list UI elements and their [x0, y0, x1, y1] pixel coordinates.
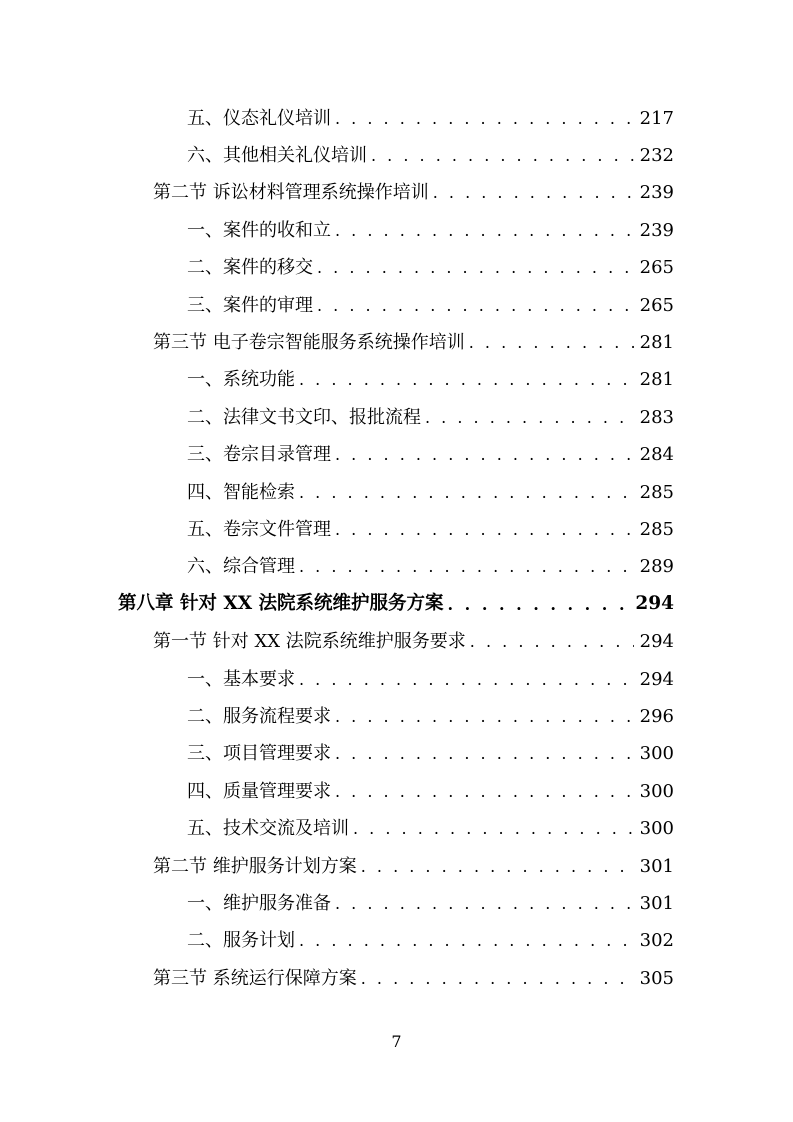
toc-entry-title: 五、仪态礼仪培训 [187, 107, 331, 129]
dot-leader [335, 709, 634, 725]
dot-leader [448, 597, 630, 613]
toc-entry[interactable] [187, 511, 674, 548]
dot-leader [335, 896, 634, 912]
page-number: 7 [391, 1032, 402, 1051]
dot-leader [299, 559, 634, 575]
dot-leader [469, 335, 634, 351]
dot-leader [335, 784, 634, 800]
dot-leader [317, 298, 634, 314]
toc-entry-title: 第三节 系统运行保障方案 [153, 967, 357, 989]
toc-entry-title: 五、卷宗文件管理 [187, 518, 331, 540]
dot-leader [425, 410, 634, 426]
toc-entry-page-number: 302 [639, 930, 674, 952]
dot-leader [317, 260, 634, 276]
toc-entry[interactable] [118, 586, 674, 623]
toc-entry-title: 一、基本要求 [187, 668, 295, 690]
toc-entry-page-number: 294 [635, 593, 674, 615]
toc-entry-title: 一、系统功能 [187, 369, 295, 391]
toc-entry[interactable] [187, 698, 674, 735]
toc-entry-title: 第三节 电子卷宗智能服务系统操作培训 [153, 331, 465, 353]
toc-entry-title: 一、维护服务准备 [187, 892, 331, 914]
dot-leader [335, 447, 634, 463]
toc-entry[interactable] [187, 212, 674, 249]
toc-entry-title: 六、综合管理 [187, 556, 295, 578]
dot-leader [361, 859, 634, 875]
toc-entry-page-number: 285 [639, 481, 674, 503]
dot-leader [361, 971, 634, 987]
toc-entry-page-number: 296 [639, 705, 674, 727]
dot-leader [335, 522, 634, 538]
toc-entry[interactable] [187, 923, 674, 960]
toc-entry-page-number: 265 [639, 257, 674, 279]
toc-entry[interactable] [187, 100, 674, 137]
toc-entry[interactable] [187, 773, 674, 810]
toc-entry-title: 四、智能检索 [187, 481, 295, 503]
toc-entry[interactable] [187, 661, 674, 698]
toc-entry-title: 第八章 针对 XX 法院系统维护服务方案 [118, 593, 444, 615]
toc-entry-title: 二、案件的移交 [187, 257, 313, 279]
toc-entry[interactable] [153, 848, 674, 885]
toc-entry-title: 三、卷宗目录管理 [187, 444, 331, 466]
toc-entry[interactable] [153, 175, 674, 212]
toc-entry-title: 第二节 诉讼材料管理系统操作培训 [153, 182, 429, 204]
dot-leader [433, 185, 634, 201]
toc-entry-title: 三、案件的审理 [187, 294, 313, 316]
toc-entry-title: 三、项目管理要求 [187, 743, 331, 765]
toc-entry[interactable] [153, 624, 674, 661]
toc-entry-page-number: 281 [639, 331, 674, 353]
toc-entry-page-number: 300 [639, 818, 674, 840]
toc-entry[interactable] [187, 885, 674, 922]
toc-entry[interactable] [187, 137, 674, 174]
toc-entry-title: 五、技术交流及培训 [187, 818, 349, 840]
toc-entry-page-number: 232 [639, 144, 674, 166]
dot-leader [353, 821, 634, 837]
toc-entry-title: 一、案件的收和立 [187, 219, 331, 241]
dot-leader [335, 223, 634, 239]
dot-leader [299, 672, 634, 688]
toc-entry-title: 六、其他相关礼仪培训 [187, 144, 367, 166]
dot-leader [299, 485, 634, 501]
toc-entry-page-number: 239 [639, 219, 674, 241]
toc-entry[interactable] [187, 437, 674, 474]
toc-entry-page-number: 284 [639, 444, 674, 466]
dot-leader [371, 148, 634, 164]
toc-entry-title: 第二节 维护服务计划方案 [153, 855, 357, 877]
toc-entry-page-number: 301 [639, 892, 674, 914]
dot-leader [335, 111, 634, 127]
toc-entry-page-number: 300 [639, 780, 674, 802]
toc-entry[interactable] [187, 474, 674, 511]
toc-entry[interactable] [187, 287, 674, 324]
toc-entry-page-number: 301 [639, 855, 674, 877]
toc-entry-title: 二、服务计划 [187, 930, 295, 952]
toc-entry[interactable] [187, 250, 674, 287]
toc-entry[interactable] [187, 736, 674, 773]
toc-entry-title: 四、质量管理要求 [187, 780, 331, 802]
toc-entry-page-number: 239 [639, 182, 674, 204]
toc-entry-page-number: 281 [639, 369, 674, 391]
toc-entry-title: 二、法律文书文印、报批流程 [187, 406, 421, 428]
toc-entry-page-number: 285 [639, 518, 674, 540]
dot-leader [470, 634, 634, 650]
toc-entry[interactable] [187, 362, 674, 399]
toc-entry-page-number: 294 [639, 631, 674, 653]
toc-entry[interactable] [153, 960, 674, 997]
dot-leader [299, 372, 634, 388]
toc-entry[interactable] [187, 549, 674, 586]
toc-entry-page-number: 283 [639, 406, 674, 428]
dot-leader [299, 933, 634, 949]
toc-entry-page-number: 217 [639, 107, 674, 129]
toc-entry-page-number: 294 [639, 668, 674, 690]
toc-entry[interactable] [153, 324, 674, 361]
toc-entry-page-number: 300 [639, 743, 674, 765]
toc-entry-title: 二、服务流程要求 [187, 705, 331, 727]
toc-entry-page-number: 305 [639, 967, 674, 989]
toc-entry-page-number: 289 [639, 556, 674, 578]
toc-entry-page-number: 265 [639, 294, 674, 316]
dot-leader [335, 746, 634, 762]
toc-entry[interactable] [187, 811, 674, 848]
toc-entry-title: 第一节 针对 XX 法院系统维护服务要求 [153, 631, 466, 653]
toc-entry[interactable] [187, 399, 674, 436]
